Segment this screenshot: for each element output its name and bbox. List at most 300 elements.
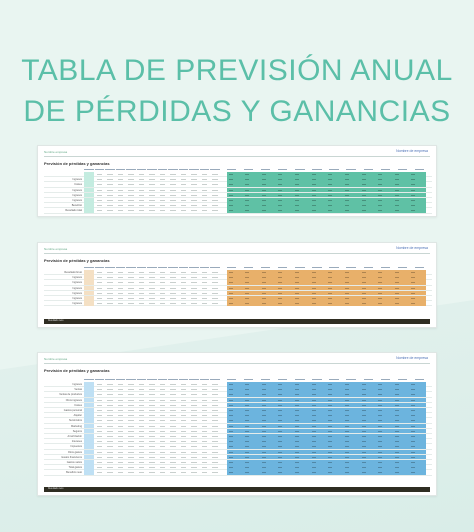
value-cell [181, 462, 187, 463]
accent-value-cell [395, 190, 399, 191]
sheet-topbar [38, 146, 436, 158]
accent-value-cell [262, 195, 266, 196]
accent-value-cell [245, 303, 249, 304]
row-label: Alquiler [73, 414, 82, 418]
value-cell [149, 200, 155, 201]
accent-value-cell [262, 457, 266, 458]
accent-value-cell [295, 462, 299, 463]
accent-value-cell [378, 426, 382, 427]
footer-label: Resultado neto [48, 320, 64, 323]
highlight-cell [84, 439, 94, 444]
highlight-cell [84, 429, 94, 434]
value-cell [149, 293, 155, 294]
accent-value-cell [229, 400, 233, 401]
value-cell [170, 288, 176, 289]
highlight-cell [84, 193, 94, 198]
accent-value-cell [262, 389, 266, 390]
accent-value-cell [312, 195, 316, 196]
accent-value-cell [229, 405, 233, 406]
column-header [200, 265, 210, 268]
value-cell [107, 394, 113, 395]
accent-value-cell [278, 184, 282, 185]
value-cell [139, 452, 145, 453]
value-cell [170, 282, 176, 283]
divider [44, 253, 430, 254]
accent-value-cell [262, 205, 266, 206]
value-cell [160, 446, 166, 447]
row-label: Seguros [72, 429, 82, 433]
accent-value-cell [245, 410, 249, 411]
sheet-title: Previsión de pérdidas y ganancias [44, 258, 110, 263]
accent-value-cell [345, 298, 349, 299]
value-cell [97, 441, 103, 442]
value-cell [139, 415, 145, 416]
value-cell [170, 472, 176, 473]
value-cell [149, 179, 155, 180]
value-cell [139, 210, 145, 211]
value-cell [128, 446, 134, 447]
value-cell [170, 277, 176, 278]
accent-value-cell [295, 205, 299, 206]
value-cell [170, 179, 176, 180]
accent-value-cell [262, 410, 266, 411]
value-cell [202, 190, 208, 191]
value-cell [212, 205, 218, 206]
accent-value-cell [262, 384, 266, 385]
accent-value-cell [312, 441, 316, 442]
accent-value-cell [362, 179, 366, 180]
column-header [415, 265, 425, 268]
highlight-cell [84, 208, 94, 213]
sheet-company-name: Nombre de empresa [396, 356, 428, 360]
value-cell [139, 420, 145, 421]
column-header [278, 167, 288, 170]
value-cell [97, 420, 103, 421]
column-header [147, 167, 157, 170]
accent-value-cell [395, 288, 399, 289]
value-cell [212, 200, 218, 201]
sheet-company-name: Nombre de empresa [396, 149, 428, 153]
column-header [200, 167, 210, 170]
value-cell [97, 282, 103, 283]
accent-value-cell [278, 190, 282, 191]
highlight-cell [84, 280, 94, 285]
accent-value-cell [395, 405, 399, 406]
accent-value-cell [411, 405, 415, 406]
value-cell [212, 446, 218, 447]
accent-value-cell [378, 282, 382, 283]
accent-value-cell [312, 400, 316, 401]
sheet-grid [44, 265, 432, 315]
column-header [168, 167, 178, 170]
column-header [168, 265, 178, 268]
accent-value-cell [278, 282, 282, 283]
value-cell [118, 179, 124, 180]
value-cell [181, 452, 187, 453]
value-cell [212, 436, 218, 437]
column-header [105, 265, 115, 268]
value-cell [97, 431, 103, 432]
value-cell [160, 436, 166, 437]
highlight-cell [84, 398, 94, 403]
accent-value-cell [328, 282, 332, 283]
value-cell [170, 293, 176, 294]
column-header [158, 265, 168, 268]
accent-value-cell [312, 174, 316, 175]
accent-value-cell [262, 426, 266, 427]
value-cell [139, 436, 145, 437]
accent-value-cell [345, 190, 349, 191]
value-cell [181, 298, 187, 299]
value-cell [202, 277, 208, 278]
accent-value-cell [328, 446, 332, 447]
value-cell [139, 467, 145, 468]
accent-value-cell [378, 472, 382, 473]
accent-value-cell [378, 272, 382, 273]
value-cell [160, 441, 166, 442]
accent-value-cell [295, 190, 299, 191]
value-cell [160, 410, 166, 411]
value-cell [97, 405, 103, 406]
accent-value-cell [262, 298, 266, 299]
page-title-line-2: DE PÉRDIDAS Y GANANCIAS [23, 95, 451, 128]
page-title-line-1: TABLA DE PREVISIÓN ANUAL [21, 54, 453, 87]
value-cell [170, 298, 176, 299]
sheet-grid [44, 377, 432, 481]
value-cell [160, 293, 166, 294]
value-cell [181, 410, 187, 411]
value-cell [212, 452, 218, 453]
value-cell [128, 431, 134, 432]
value-cell [128, 195, 134, 196]
value-cell [97, 293, 103, 294]
accent-value-cell [229, 431, 233, 432]
column-header [312, 167, 322, 170]
accent-value-cell [245, 190, 249, 191]
column-header [278, 265, 288, 268]
column-header [147, 377, 157, 380]
accent-value-cell [278, 457, 282, 458]
value-cell [139, 400, 145, 401]
accent-value-cell [328, 426, 332, 427]
accent-value-cell [295, 184, 299, 185]
value-cell [160, 195, 166, 196]
accent-value-cell [229, 436, 233, 437]
row-label: Ingresos [72, 188, 82, 192]
value-cell [191, 472, 197, 473]
value-cell [128, 394, 134, 395]
accent-value-cell [245, 200, 249, 201]
value-cell [160, 405, 166, 406]
value-cell [191, 210, 197, 211]
value-cell [149, 282, 155, 283]
accent-value-cell [378, 303, 382, 304]
value-cell [149, 405, 155, 406]
value-cell [160, 288, 166, 289]
accent-value-cell [395, 384, 399, 385]
accent-value-cell [312, 272, 316, 273]
accent-value-cell [229, 190, 233, 191]
accent-value-cell [395, 410, 399, 411]
highlight-cell [84, 403, 94, 408]
value-cell [139, 179, 145, 180]
accent-value-cell [362, 436, 366, 437]
accent-value-cell [229, 288, 233, 289]
value-cell [107, 405, 113, 406]
value-cell [118, 446, 124, 447]
value-cell [118, 174, 124, 175]
value-cell [212, 426, 218, 427]
accent-value-cell [312, 472, 316, 473]
accent-value-cell [378, 293, 382, 294]
value-cell [170, 184, 176, 185]
accent-value-cell [411, 277, 415, 278]
accent-value-cell [345, 436, 349, 437]
value-cell [128, 441, 134, 442]
value-cell [118, 293, 124, 294]
accent-value-cell [245, 205, 249, 206]
value-cell [170, 174, 176, 175]
accent-value-cell [395, 467, 399, 468]
accent-value-cell [229, 200, 233, 201]
accent-value-cell [328, 190, 332, 191]
accent-value-cell [229, 384, 233, 385]
value-cell [181, 277, 187, 278]
value-cell [170, 441, 176, 442]
row-label: Ingresos [72, 178, 82, 182]
accent-value-cell [245, 415, 249, 416]
value-cell [181, 195, 187, 196]
accent-value-cell [362, 389, 366, 390]
accent-value-cell [262, 472, 266, 473]
value-cell [191, 436, 197, 437]
value-cell [139, 277, 145, 278]
value-cell [170, 467, 176, 468]
accent-value-cell [295, 282, 299, 283]
value-cell [97, 410, 103, 411]
value-cell [202, 174, 208, 175]
accent-value-cell [395, 174, 399, 175]
value-cell [160, 467, 166, 468]
accent-value-cell [278, 210, 282, 211]
accent-value-cell [378, 384, 382, 385]
accent-value-cell [328, 441, 332, 442]
column-header [126, 377, 136, 380]
value-cell [128, 288, 134, 289]
accent-value-cell [395, 195, 399, 196]
accent-value-cell [262, 174, 266, 175]
column-header [95, 167, 105, 170]
accent-value-cell [262, 303, 266, 304]
value-cell [160, 452, 166, 453]
value-cell [128, 298, 134, 299]
value-cell [139, 200, 145, 201]
value-cell [139, 298, 145, 299]
accent-value-cell [245, 184, 249, 185]
accent-value-cell [262, 282, 266, 283]
value-cell [191, 446, 197, 447]
value-cell [97, 288, 103, 289]
accent-value-cell [245, 431, 249, 432]
value-cell [202, 179, 208, 180]
accent-value-cell [278, 394, 282, 395]
accent-value-cell [411, 293, 415, 294]
accent-value-cell [328, 195, 332, 196]
value-cell [212, 462, 218, 463]
accent-value-cell [378, 200, 382, 201]
value-cell [202, 472, 208, 473]
row-label: Marketing [71, 424, 82, 428]
accent-value-cell [245, 405, 249, 406]
accent-value-cell [229, 426, 233, 427]
value-cell [97, 415, 103, 416]
value-cell [181, 441, 187, 442]
accent-value-cell [345, 462, 349, 463]
value-cell [118, 415, 124, 416]
accent-value-cell [362, 410, 366, 411]
highlight-cell [84, 465, 94, 470]
accent-value-cell [378, 195, 382, 196]
column-header [381, 167, 391, 170]
value-cell [118, 431, 124, 432]
accent-value-cell [378, 431, 382, 432]
value-cell [128, 190, 134, 191]
value-cell [118, 426, 124, 427]
value-cell [191, 272, 197, 273]
value-cell [128, 210, 134, 211]
value-cell [149, 394, 155, 395]
accent-value-cell [362, 190, 366, 191]
value-cell [139, 205, 145, 206]
value-cell [212, 472, 218, 473]
accent-value-cell [295, 293, 299, 294]
value-cell [160, 277, 166, 278]
sheet-footer-bar [44, 319, 430, 324]
value-cell [202, 415, 208, 416]
value-cell [181, 288, 187, 289]
value-cell [149, 277, 155, 278]
accent-value-cell [278, 195, 282, 196]
value-cell [202, 200, 208, 201]
value-cell [139, 426, 145, 427]
column-header [147, 265, 157, 268]
accent-value-cell [295, 426, 299, 427]
row-label: Ingresos [72, 281, 82, 285]
value-cell [202, 272, 208, 273]
value-cell [128, 184, 134, 185]
accent-value-cell [411, 389, 415, 390]
value-cell [202, 457, 208, 458]
accent-value-cell [229, 410, 233, 411]
accent-value-cell [262, 420, 266, 421]
accent-value-cell [378, 210, 382, 211]
accent-value-cell [395, 436, 399, 437]
row-label: Beneficio [71, 204, 82, 208]
value-cell [181, 400, 187, 401]
value-cell [181, 174, 187, 175]
accent-value-cell [262, 200, 266, 201]
accent-value-cell [378, 288, 382, 289]
accent-value-cell [411, 452, 415, 453]
accent-value-cell [345, 457, 349, 458]
value-cell [191, 441, 197, 442]
accent-value-cell [278, 303, 282, 304]
value-cell [212, 405, 218, 406]
accent-value-cell [345, 446, 349, 447]
accent-value-cell [312, 431, 316, 432]
column-header [364, 167, 374, 170]
value-cell [149, 420, 155, 421]
value-cell [202, 389, 208, 390]
value-cell [202, 205, 208, 206]
accent-value-cell [362, 457, 366, 458]
value-cell [149, 446, 155, 447]
row-label: Ingresos [72, 383, 82, 386]
value-cell [128, 293, 134, 294]
value-cell [212, 210, 218, 211]
accent-value-cell [395, 457, 399, 458]
accent-value-cell [395, 415, 399, 416]
accent-value-cell [345, 420, 349, 421]
value-cell [212, 298, 218, 299]
value-cell [202, 298, 208, 299]
value-cell [128, 179, 134, 180]
value-cell [149, 288, 155, 289]
value-cell [181, 205, 187, 206]
value-cell [181, 467, 187, 468]
accent-value-cell [295, 210, 299, 211]
accent-value-cell [345, 174, 349, 175]
accent-value-cell [245, 452, 249, 453]
accent-value-cell [312, 205, 316, 206]
accent-value-cell [262, 179, 266, 180]
accent-value-cell [245, 400, 249, 401]
column-header [210, 265, 220, 268]
accent-value-cell [229, 195, 233, 196]
column-header [295, 167, 305, 170]
row-label: Ingresos [72, 297, 82, 300]
value-cell [118, 303, 124, 304]
value-cell [170, 272, 176, 273]
column-header [158, 167, 168, 170]
value-cell [181, 272, 187, 273]
value-cell [191, 384, 197, 385]
accent-value-cell [328, 405, 332, 406]
value-cell [118, 384, 124, 385]
value-cell [97, 452, 103, 453]
accent-value-cell [345, 467, 349, 468]
column-header [261, 265, 271, 268]
column-header [137, 377, 147, 380]
accent-value-cell [395, 462, 399, 463]
column-header [126, 167, 136, 170]
value-cell [149, 457, 155, 458]
accent-value-cell [362, 446, 366, 447]
value-cell [118, 195, 124, 196]
value-cell [212, 415, 218, 416]
accent-value-cell [378, 184, 382, 185]
value-cell [149, 190, 155, 191]
accent-value-cell [411, 467, 415, 468]
accent-value-cell [312, 298, 316, 299]
accent-value-cell [312, 190, 316, 191]
accent-value-cell [328, 472, 332, 473]
accent-value-cell [229, 452, 233, 453]
accent-value-cell [278, 415, 282, 416]
column-header [415, 167, 425, 170]
accent-value-cell [345, 400, 349, 401]
accent-value-cell [411, 472, 415, 473]
